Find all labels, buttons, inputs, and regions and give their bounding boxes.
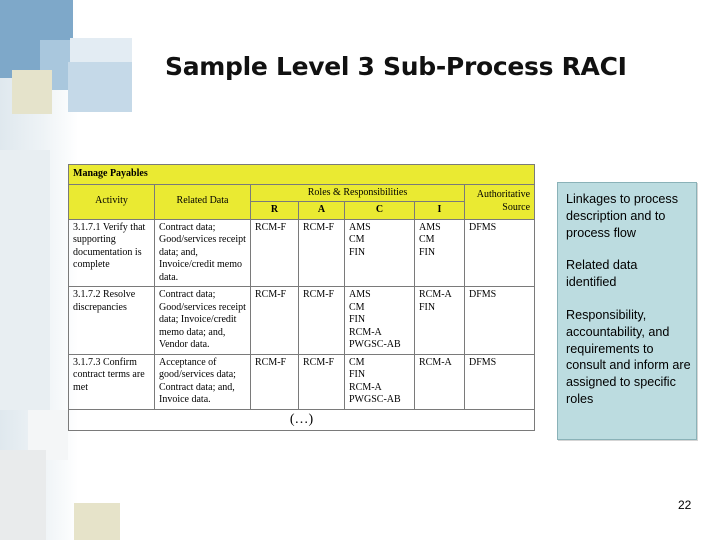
callout-responsibility: Responsibility, accountability, and requirements to consult and inform are assigned to specific roles	[566, 307, 691, 406]
cell-i: RCM-A FIN	[415, 287, 465, 355]
header-i: I	[415, 202, 465, 220]
cell-c: AMS CM FIN RCM-A PWGSC-AB	[345, 287, 415, 355]
table-continuation: (…)	[69, 409, 535, 431]
deco-square-bottom-beige	[74, 503, 120, 540]
deco-square-sky	[68, 62, 132, 112]
raci-table-container	[68, 164, 534, 431]
header-c: C	[345, 202, 415, 220]
cell-related-data: Acceptance of good/services data; Contract data; and, Invoice data.	[155, 354, 251, 409]
cell-activity: 3.1.7.2 Resolve discrepancies	[69, 287, 155, 355]
deco-square-faint	[0, 150, 50, 410]
callout-linkages: Linkages to process description and to process flow	[566, 192, 679, 240]
cell-activity: 3.1.7.1 Verify that supporting documentation is complete	[69, 219, 155, 287]
table-caption: Manage Payables	[69, 165, 535, 185]
cell-r: RCM-F	[251, 287, 299, 355]
cell-related-data: Contract data; Good/services receipt data; Invoice/credit memo data; and, Vendor data.	[155, 287, 251, 355]
page-number: 22	[678, 498, 692, 512]
cell-i: AMS CM FIN	[415, 219, 465, 287]
cell-r: RCM-F	[251, 219, 299, 287]
header-activity: Activity	[69, 184, 155, 219]
header-authoritative-source: Authoritative Source	[465, 184, 535, 219]
cell-a: RCM-F	[299, 354, 345, 409]
cell-a: RCM-F	[299, 287, 345, 355]
slide-title: Sample Level 3 Sub-Process RACI	[165, 52, 627, 81]
header-related-data: Related Data	[155, 184, 251, 219]
deco-square-beige	[12, 70, 52, 114]
callout-related-data: Related data identified	[566, 258, 638, 290]
table-row	[69, 219, 535, 287]
cell-related-data: Contract data; Good/services receipt data; and, Invoice/credit memo data.	[155, 219, 251, 287]
cell-source: DFMS	[465, 287, 535, 355]
header-roles: Roles & Responsibilities	[251, 184, 465, 202]
cell-i: RCM-A	[415, 354, 465, 409]
cell-source: DFMS	[465, 354, 535, 409]
table-row	[69, 287, 535, 355]
deco-square-bottom-gray	[0, 450, 46, 540]
header-r: R	[251, 202, 299, 220]
cell-a: RCM-F	[299, 219, 345, 287]
notes-callout-box	[557, 182, 697, 440]
cell-source: DFMS	[465, 219, 535, 287]
raci-table	[68, 164, 535, 431]
cell-r: RCM-F	[251, 354, 299, 409]
cell-c: AMS CM FIN	[345, 219, 415, 287]
cell-activity: 3.1.7.3 Confirm contract terms are met	[69, 354, 155, 409]
cell-c: CM FIN RCM-A PWGSC-AB	[345, 354, 415, 409]
table-row	[69, 354, 535, 409]
header-a: A	[299, 202, 345, 220]
